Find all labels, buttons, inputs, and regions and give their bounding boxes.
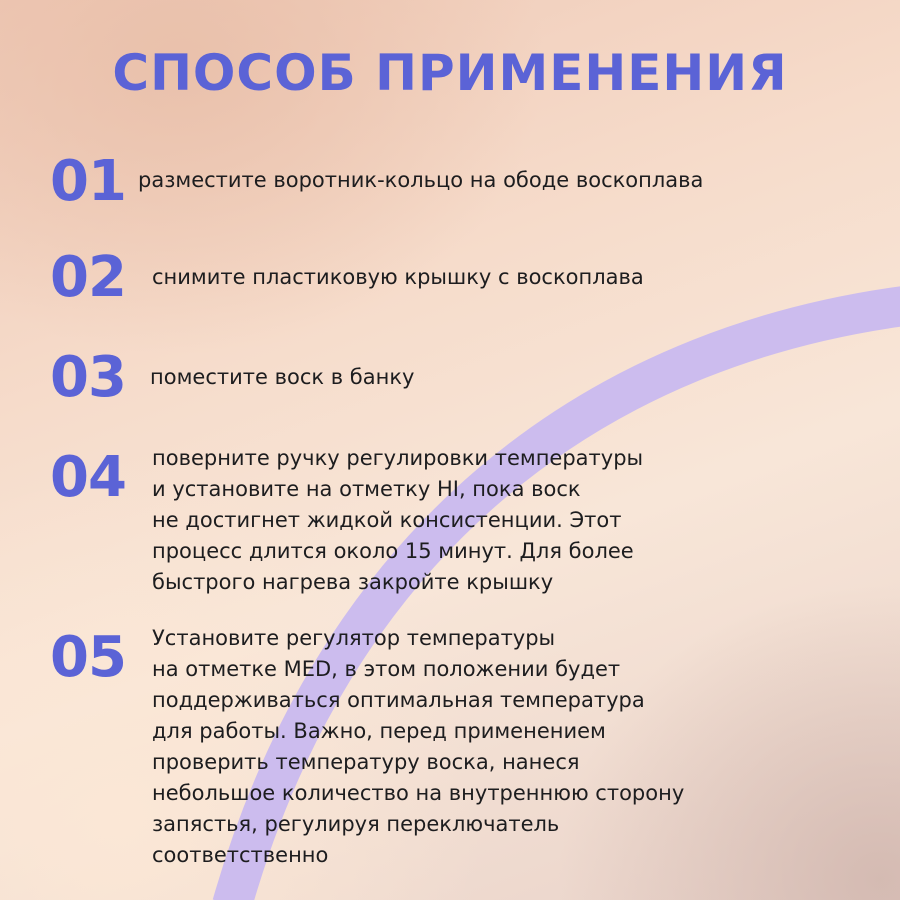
- step-text-line: поддерживаться оптимальная температура: [152, 688, 645, 712]
- step-text-line: снимите пластиковую крышку с воскоплава: [152, 265, 644, 289]
- step-text-line: Установите регулятор температуры: [152, 626, 556, 650]
- step-text-line: разместите воротник-кольцо на ободе воскоплава: [138, 168, 704, 192]
- step-number: 04: [50, 445, 126, 510]
- step-text-line: запястья, регулируя переключатель: [152, 812, 560, 836]
- step-text: [152, 262, 644, 293]
- step-text-line: быстрого нагрева закройте крышку: [152, 570, 554, 594]
- step-text-line: поверните ручку регулировки температуры: [152, 446, 644, 470]
- step-text: [150, 362, 414, 393]
- step-text-line: и установите на отметку HI, пока воск: [152, 477, 581, 501]
- step-text-line: соответственно: [152, 843, 329, 867]
- step-text-line: для работы. Важно, перед применением: [152, 719, 606, 743]
- step-number: 01: [50, 149, 126, 214]
- step-text-line: не достигнет жидкой консистенции. Этот: [152, 508, 622, 532]
- step-text: [152, 443, 643, 598]
- step-number: 03: [50, 345, 126, 410]
- step-text-line: небольшое количество на внутреннюю сторону: [152, 781, 685, 805]
- step-number: 05: [50, 625, 126, 690]
- step-text-line: на отметке MED, в этом положении будет: [152, 657, 621, 681]
- step-text-line: поместите воск в банку: [150, 365, 415, 389]
- step-number: 02: [50, 245, 126, 310]
- step-text-line: проверить температуру воска, нанеся: [152, 750, 580, 774]
- page-title: СПОСОБ ПРИМЕНЕНИЯ: [112, 44, 788, 102]
- step-text-line: процесс длится около 15 минут. Для более: [152, 539, 634, 563]
- step-text: [138, 165, 703, 196]
- step-text: [152, 623, 684, 871]
